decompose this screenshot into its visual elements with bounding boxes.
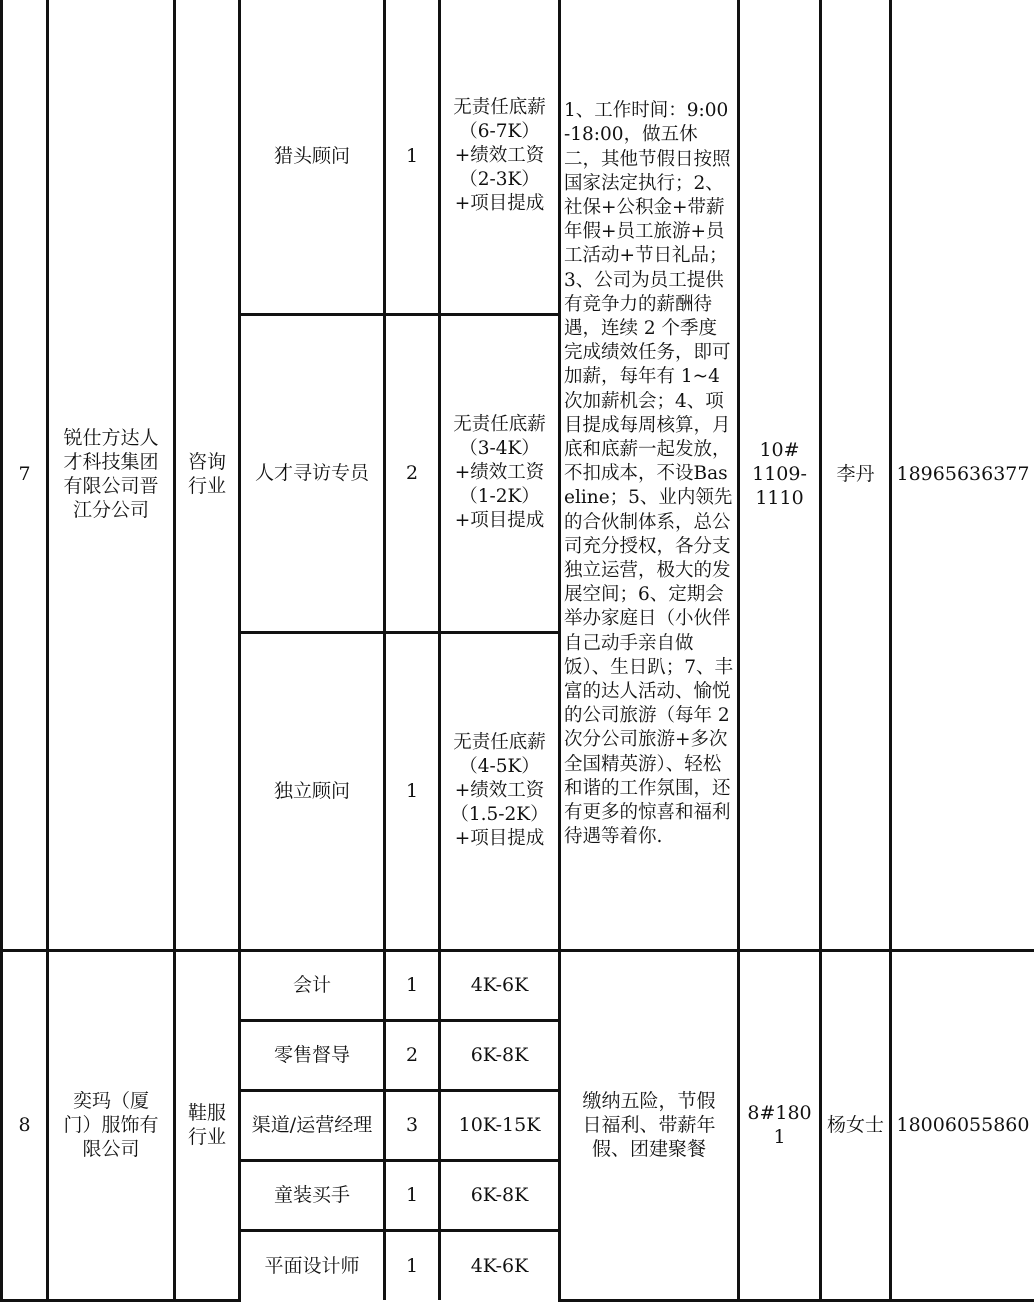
position-salary: 6K-8K: [440, 1020, 560, 1090]
position-salary: 无责任底薪（3-4K）+绩效工资（1-2K）+项目提成: [440, 314, 560, 632]
booth-number: 8#1801: [739, 950, 821, 1300]
benefits-text: 缴纳五险，节假日福利、带薪年假、团建聚餐: [560, 950, 739, 1300]
company-name: 锐仕方达人才科技集团有限公司晋江分公司: [48, 0, 175, 950]
position-title: 渠道/运营经理: [240, 1090, 385, 1160]
contact-phone: 18965636377: [891, 0, 1034, 950]
contact-person: 李丹: [821, 0, 891, 950]
position-title: 人才寻访专员: [240, 314, 385, 632]
row-number: 8: [2, 950, 48, 1300]
position-count: 1: [385, 632, 440, 950]
position-salary: 无责任底薪（6-7K）+绩效工资（2-3K）+项目提成: [440, 0, 560, 314]
row-number: 7: [2, 0, 48, 950]
position-count: 1: [385, 950, 440, 1020]
position-count: 2: [385, 314, 440, 632]
position-count: 1: [385, 0, 440, 314]
contact-phone: 18006055860: [891, 950, 1034, 1300]
position-title: 猎头顾问: [240, 0, 385, 314]
position-title: 童装买手: [240, 1160, 385, 1230]
position-count: 1: [385, 1230, 440, 1300]
company-name: 奕玛（厦门）服饰有限公司: [48, 950, 175, 1300]
position-title: 平面设计师: [240, 1230, 385, 1300]
position-salary: 6K-8K: [440, 1160, 560, 1230]
benefits-text: 1、工作时间：9:00-18:00，做五休二，其他节假日按照国家法定执行；2、社保+公积金+带薪年假+员工旅游+员工活动+节日礼品；3、公司为员工提供有竞争力的薪酬待遇，连续 2 个季度完成绩效任务，即可加薪，每年有 1~4 次加薪机会；4、项目提成每周核算，月底和底薪一起发放，不扣成本，不设Baseline；5、业内领先的合伙制体系，总公司充分授权，各分支独立运营，极大的发展空间；6、定期会举办家庭日（小伙伴自己动手亲自做饭）、生日趴；7、丰富的达人活动、愉悦的公司旅游（每年 2 次分公司旅游+多次全国精英游）、轻松和谐的工作氛围，还有更多的惊喜和福利待遇等着你.: [560, 0, 739, 950]
position-count: 2: [385, 1020, 440, 1090]
industry: 咨询行业: [175, 0, 240, 950]
position-title: 会计: [240, 950, 385, 1020]
position-title: 零售督导: [240, 1020, 385, 1090]
position-salary: 无责任底薪（4-5K）+绩效工资（1.5-2K）+项目提成: [440, 632, 560, 950]
table-row: [2, 950, 1034, 1020]
position-salary: 4K-6K: [440, 1230, 560, 1300]
booth-number: 10# 1109-1110: [739, 0, 821, 950]
table-row: [2, 0, 1034, 314]
position-salary: 4K-6K: [440, 950, 560, 1020]
position-salary: 10K-15K: [440, 1090, 560, 1160]
position-count: 1: [385, 1160, 440, 1230]
industry: 鞋服行业: [175, 950, 240, 1300]
position-count: 3: [385, 1090, 440, 1160]
contact-person: 杨女士: [821, 950, 891, 1300]
position-title: 独立顾问: [240, 632, 385, 950]
